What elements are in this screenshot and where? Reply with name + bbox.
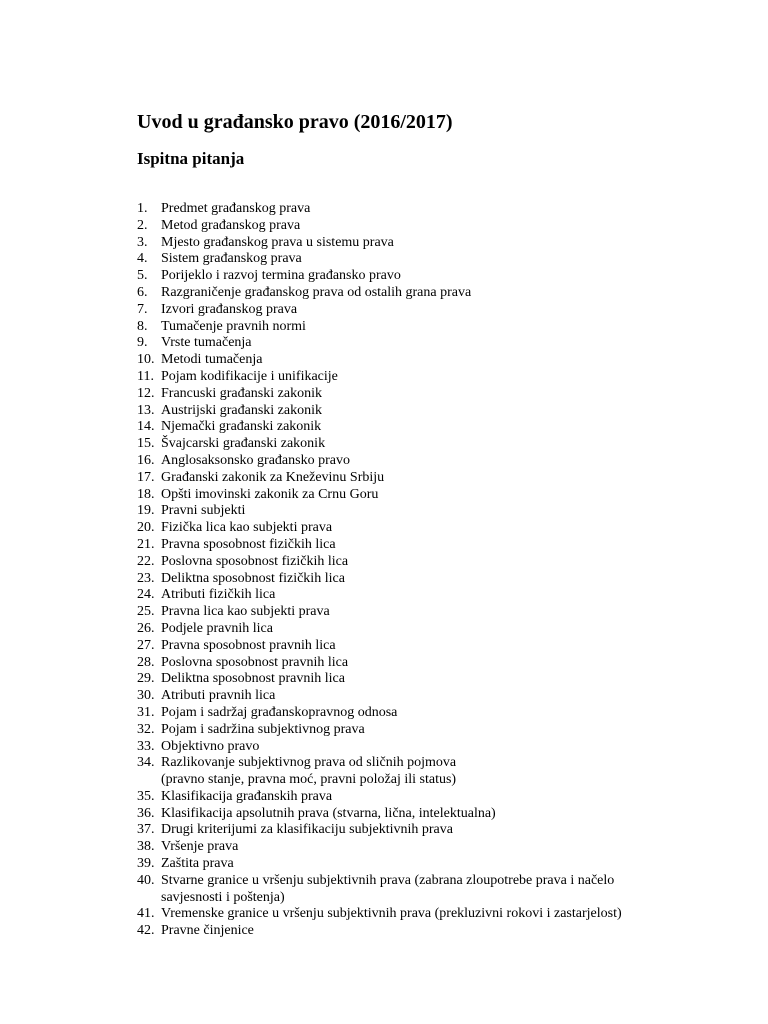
question-number: 23. — [137, 570, 155, 586]
question-text — [161, 839, 737, 856]
question-text-line: Vremenske granice u vršenju subjektivnih prava (prekluzivni rokovi i zastarjelost) — [161, 906, 622, 922]
question-number: 18. — [137, 486, 155, 502]
question-text — [161, 722, 737, 739]
question-item — [137, 520, 737, 537]
question-text — [161, 520, 737, 537]
question-number: 36. — [137, 805, 155, 821]
question-item — [137, 470, 737, 487]
question-text — [161, 453, 737, 470]
question-number: 28. — [137, 654, 155, 670]
question-number: 25. — [137, 604, 155, 620]
question-item — [137, 604, 737, 621]
question-text — [161, 571, 737, 588]
question-text — [161, 755, 737, 789]
question-item — [137, 369, 737, 386]
question-number: 24. — [137, 587, 155, 603]
question-text-line: Atributi pravnih lica — [161, 688, 276, 704]
question-text-line: Austrijski građanski zakonik — [161, 402, 322, 418]
question-text-line: Razlikovanje subjektivnog prava od sličnih pojmova — [161, 755, 457, 771]
question-text — [161, 822, 737, 839]
question-text-line: Mjesto građanskog prava u sistemu prava — [161, 234, 394, 250]
question-text-line: savjesnosti i poštenja) — [161, 889, 285, 905]
question-text-line: Tumačenje pravnih normi — [161, 318, 306, 334]
question-text-line: Pravni subjekti — [161, 503, 246, 519]
question-number: 16. — [137, 452, 155, 468]
question-item — [137, 755, 737, 789]
question-item — [137, 302, 737, 319]
question-number: 22. — [137, 553, 155, 569]
question-number: 1. — [137, 201, 148, 216]
question-number: 32. — [137, 721, 155, 737]
question-text — [161, 436, 737, 453]
question-text-line: Anglosaksonsko građansko pravo — [161, 452, 350, 468]
question-text — [161, 487, 737, 504]
question-number: 39. — [137, 856, 155, 872]
question-item — [137, 571, 737, 588]
question-item — [137, 873, 737, 907]
question-number: 6. — [137, 284, 148, 300]
question-number: 5. — [137, 268, 148, 284]
question-text-line: Pojam kodifikacije i unifikacije — [161, 368, 338, 384]
question-text — [161, 604, 737, 621]
question-text — [161, 873, 737, 907]
question-text-line: Zaštita prava — [161, 856, 234, 872]
question-number: 4. — [137, 251, 148, 267]
question-text — [161, 655, 737, 672]
question-text-line: Vrste tumačenja — [161, 335, 252, 351]
question-text-line: Klasifikacija apsolutnih prava (stvarna, lična, intelektualna) — [161, 805, 496, 821]
question-text-line: Drugi kriterijumi za klasifikaciju subjektivnih prava — [161, 822, 453, 838]
question-number: 3. — [137, 234, 148, 250]
question-text — [161, 285, 737, 302]
question-item — [137, 638, 737, 655]
question-text-line: Poslovna sposobnost fizičkih lica — [161, 553, 349, 569]
question-text — [161, 789, 737, 806]
question-text-line: Razgraničenje građanskog prava od ostalih grana prava — [161, 284, 472, 300]
question-text — [161, 688, 737, 705]
question-item — [137, 554, 737, 571]
question-text — [161, 923, 737, 940]
question-text — [161, 621, 737, 638]
question-item — [137, 218, 737, 235]
question-item — [137, 621, 737, 638]
question-text — [161, 386, 737, 403]
question-item — [137, 806, 737, 823]
question-item — [137, 436, 737, 453]
question-number: 37. — [137, 822, 155, 838]
question-number: 40. — [137, 872, 155, 888]
question-number: 10. — [137, 352, 155, 368]
question-item — [137, 688, 737, 705]
question-item — [137, 235, 737, 252]
question-item — [137, 705, 737, 722]
question-item — [137, 251, 737, 268]
question-number: 13. — [137, 402, 155, 418]
question-text-line: Opšti imovinski zakonik za Crnu Goru — [161, 486, 379, 502]
document-title: Uvod u građansko pravo (2016/2017) — [137, 111, 453, 133]
question-text-line: Atributi fizičkih lica — [161, 587, 276, 603]
document-subtitle: Ispitna pitanja — [137, 149, 245, 168]
question-text — [161, 218, 737, 235]
question-text — [161, 671, 737, 688]
question-text — [161, 302, 737, 319]
question-number: 42. — [137, 923, 155, 939]
question-item — [137, 856, 737, 873]
question-text-line: Deliktna sposobnost pravnih lica — [161, 671, 345, 687]
question-text-line: Deliktna sposobnost fizičkih lica — [161, 570, 345, 586]
question-item — [137, 923, 737, 940]
question-number: 29. — [137, 671, 155, 687]
question-text — [161, 470, 737, 487]
question-item — [137, 268, 737, 285]
question-text-line: Klasifikacija građanskih prava — [161, 788, 333, 804]
question-number: 11. — [137, 368, 154, 384]
question-text-line: (pravno stanje, pravna moć, pravni položaj ili status) — [161, 772, 457, 788]
question-text-line: Švajcarski građanski zakonik — [161, 436, 326, 452]
question-text — [161, 403, 737, 420]
question-number: 9. — [137, 335, 148, 351]
question-text-line: Pojam i sadržina subjektivnog prava — [161, 721, 365, 737]
question-text — [161, 503, 737, 520]
question-item — [137, 671, 737, 688]
question-text-line: Pravna sposobnost fizičkih lica — [161, 536, 336, 552]
question-item — [137, 352, 737, 369]
question-text — [161, 319, 737, 336]
question-number: 38. — [137, 839, 155, 855]
question-number: 19. — [137, 503, 155, 519]
question-text-line: Vršenje prava — [161, 839, 239, 855]
question-text — [161, 587, 737, 604]
question-number: 20. — [137, 520, 155, 536]
question-text — [161, 369, 737, 386]
question-text-line: Metod građanskog prava — [161, 217, 301, 233]
question-number: 14. — [137, 419, 155, 435]
question-text-line: Sistem građanskog prava — [161, 251, 302, 267]
question-number: 41. — [137, 906, 155, 922]
question-item — [137, 319, 737, 336]
question-item — [137, 453, 737, 470]
question-text-line: Izvori građanskog prava — [161, 301, 298, 317]
question-text — [161, 537, 737, 554]
question-text — [161, 419, 737, 436]
question-item — [137, 285, 737, 302]
question-number: 30. — [137, 688, 155, 704]
question-text — [161, 638, 737, 655]
question-item — [137, 335, 737, 352]
question-text — [161, 268, 737, 285]
question-number: 12. — [137, 385, 155, 401]
question-text-line: Francuski građanski zakonik — [161, 385, 322, 401]
question-text — [161, 352, 737, 369]
question-text-line: Poslovna sposobnost pravnih lica — [161, 654, 349, 670]
question-text-line: Stvarne granice u vršenju subjektivnih prava (zabrana zloupotrebe prava i načelo — [161, 872, 615, 888]
question-item — [137, 386, 737, 403]
question-item — [137, 403, 737, 420]
question-text — [161, 856, 737, 873]
question-number: 31. — [137, 704, 155, 720]
question-item — [137, 537, 737, 554]
question-item — [137, 587, 737, 604]
question-text — [161, 201, 737, 218]
question-number: 21. — [137, 536, 155, 552]
question-text-line: Građanski zakonik za Kneževinu Srbiju — [161, 469, 385, 485]
question-item — [137, 789, 737, 806]
question-item — [137, 822, 737, 839]
question-item — [137, 487, 737, 504]
question-list — [137, 201, 737, 940]
question-text-line: Pravne činjenice — [161, 923, 254, 939]
question-item — [137, 722, 737, 739]
question-item — [137, 839, 737, 856]
question-text — [161, 739, 737, 756]
question-number: 27. — [137, 637, 155, 653]
question-number: 8. — [137, 318, 148, 334]
question-number: 7. — [137, 301, 148, 317]
question-item — [137, 655, 737, 672]
question-number: 15. — [137, 436, 155, 452]
question-text-line: Fizička lica kao subjekti prava — [161, 520, 333, 536]
question-number: 33. — [137, 738, 155, 754]
question-number: 17. — [137, 469, 155, 485]
question-text-line: Njemački građanski zakonik — [161, 419, 322, 435]
question-text — [161, 906, 737, 923]
question-text-line: Porijeklo i razvoj termina građansko pravo — [161, 268, 401, 284]
question-number: 26. — [137, 620, 155, 636]
question-text-line: Metodi tumačenja — [161, 352, 263, 368]
question-text — [161, 705, 737, 722]
question-text — [161, 235, 737, 252]
question-item — [137, 906, 737, 923]
question-text — [161, 251, 737, 268]
question-text-line: Pravna sposobnost pravnih lica — [161, 637, 336, 653]
question-item — [137, 739, 737, 756]
question-text — [161, 335, 737, 352]
question-text — [161, 806, 737, 823]
question-text-line: Pravna lica kao subjekti prava — [161, 604, 330, 620]
question-number: 34. — [137, 755, 155, 771]
question-text-line: Pojam i sadržaj građanskopravnog odnosa — [161, 704, 398, 720]
question-text-line: Objektivno pravo — [161, 738, 260, 754]
question-number: 35. — [137, 788, 155, 804]
question-item — [137, 201, 737, 218]
question-text-line: Podjele pravnih lica — [161, 620, 273, 636]
question-item — [137, 419, 737, 436]
question-number: 2. — [137, 217, 148, 233]
question-item — [137, 503, 737, 520]
question-text — [161, 554, 737, 571]
question-text-line: Predmet građanskog prava — [161, 201, 311, 216]
